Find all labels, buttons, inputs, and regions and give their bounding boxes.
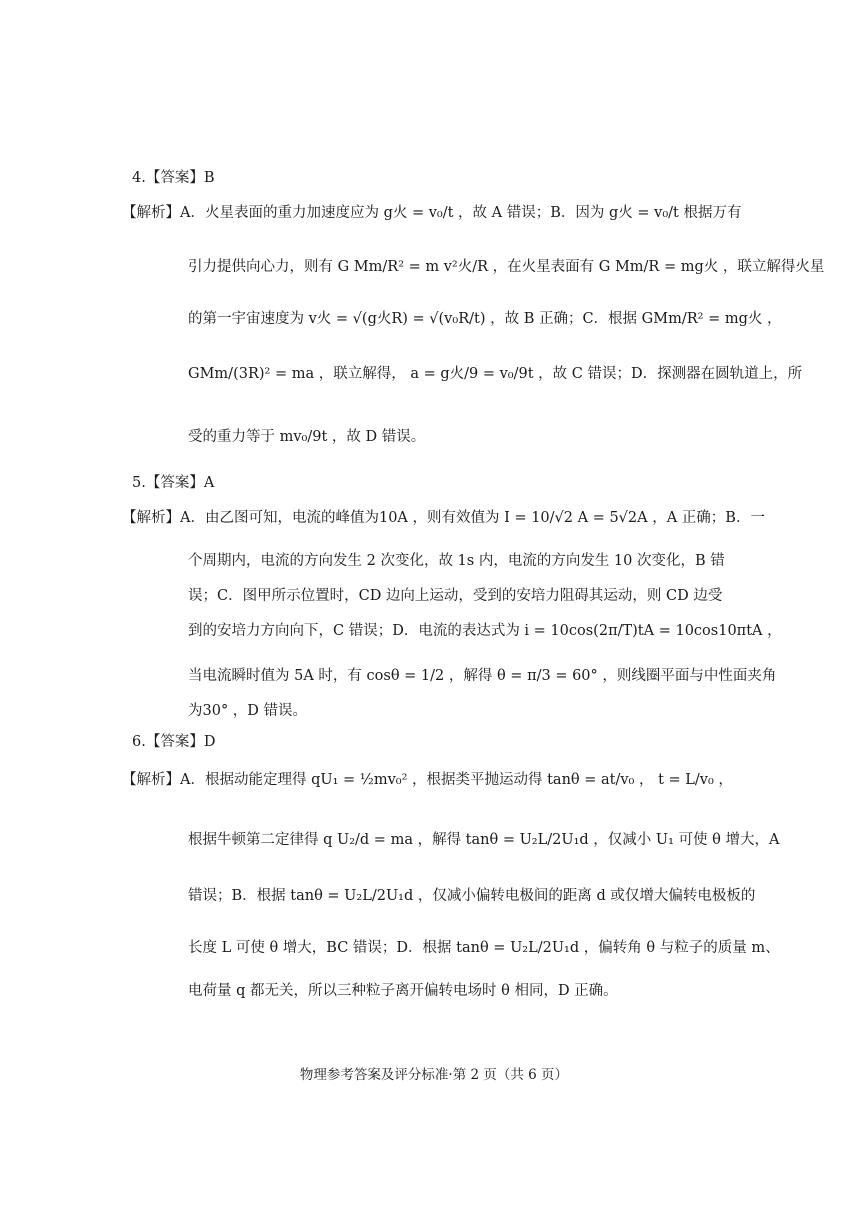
q6-analysis-line-4: 长度 L 可使 θ 增大，BC 错误；D．根据 tanθ = U₂L/2U₁d ，偏转角 θ 与粒子的质量 m、	[188, 940, 780, 956]
q5-analysis-line-1: 【解析】A．由乙图可知，电流的峰值为10A ，则有效值为 I = 10/√2 A = 5√2A ，A 正确；B．一	[122, 510, 765, 526]
q6-analysis-line-2: 根据牛顿第二定律得 q U₂/d = ma ，解得 tanθ = U₂L/2U₁d ，仅减小 U₁ 可使 θ 增大，A	[188, 832, 780, 848]
q4-analysis-line-4: GMm/(3R)² = ma ，联立解得， a = g火/9 = v₀/9t ，故 C 错误；D．探测器在圆轨道上，所	[188, 366, 803, 382]
q4-analysis-line-1: 【解析】A．火星表面的重力加速度应为 g火 = v₀/t ，故 A 错误；B．因为 g火 = v₀/t 根据万有	[122, 205, 742, 221]
q5-answer: 5.【答案】A	[132, 475, 215, 491]
q4-analysis-line-3: 的第一宇宙速度为 v火 = √(g火R) = √(v₀R/t) ，故 B 正确；C．根据 GMm/R² = mg火 ，	[188, 311, 782, 327]
page-footer: 物理参考答案及评分标准·第 2 页（共 6 页）	[299, 1067, 569, 1083]
q4-analysis-line-5: 受的重力等于 mv₀/9t ，故 D 错误。	[188, 429, 426, 445]
q5-analysis-line-2: 个周期内，电流的方向发生 2 次变化，故 1s 内，电流的方向发生 10 次变化，B 错	[188, 553, 725, 569]
q6-analysis-line-3: 错误；B．根据 tanθ = U₂L/2U₁d ，仅减小偏转电极间的距离 d 或仅增大偏转电极板的	[188, 888, 756, 904]
q6-answer: 6.【答案】D	[132, 734, 216, 750]
q4-analysis-line-2: 引力提供向心力，则有 G Mm/R² = m v²火/R ，在火星表面有 G Mm/R = mg火 ，联立解得火星	[188, 259, 825, 275]
q5-analysis-line-5: 当电流瞬时值为 5A 时，有 cosθ = 1/2 ，解得 θ = π/3 = 60° ，则线圈平面与中性面夹角	[188, 668, 777, 684]
q6-analysis-line-5: 电荷量 q 都无关，所以三种粒子离开偏转电场时 θ 相同，D 正确。	[188, 983, 618, 999]
q5-analysis-line-6: 为30° ，D 错误。	[188, 703, 308, 719]
q6-analysis-line-1: 【解析】A．根据动能定理得 qU₁ = ½mv₀² ，根据类平抛运动得 tanθ = at/v₀ ， t = L/v₀ ，	[122, 772, 733, 788]
q4-answer: 4.【答案】B	[132, 170, 215, 186]
q5-analysis-line-4: 到的安培力方向向下，C 错误；D．电流的表达式为 i = 10cos(2π/T)tA = 10cos10πtA ，	[188, 623, 782, 639]
q5-analysis-line-3: 误；C．图甲所示位置时，CD 边向上运动，受到的安培力阻碍其运动，则 CD 边受	[188, 588, 723, 604]
